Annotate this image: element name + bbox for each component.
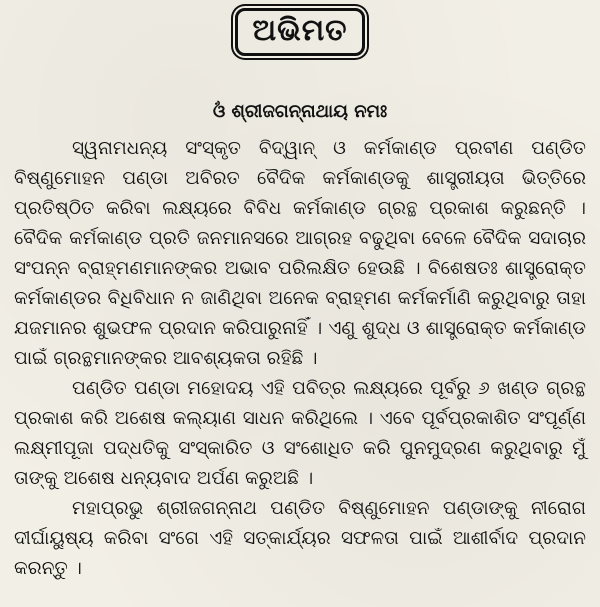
title-container bbox=[14, 8, 586, 56]
paragraph-3: ମହାପ୍ରଭୁ ଶ୍ରୀଜଗନ୍ନାଥ ପଣ୍ଡିତ ବିଷ୍ଣୁମୋହନ ପଣ୍ଡାଙ୍କୁ ନୀରୋଗ ଦୀର୍ଘାୟୁଷ୍ୟ କରିବା ସଂଗେ ଏହି ସତ୍କାର୍ଯ୍ୟର ସଫଳତା ପାଇଁ ଆଶୀର୍ବାଦ ପ୍ରଦାନ କରନ୍ତୁ । bbox=[14, 498, 586, 579]
paragraph-2: ପଣ୍ଡିତ ପଣ୍ଡା ମହୋଦୟ ଏହି ପବିତ୍ର ଲକ୍ଷ୍ୟରେ ପୂର୍ବରୁ ୬ ଖଣ୍ଡ ଗ୍ରନ୍ଥ ପ୍ରକାଶ କରି ଅଶେଷ କଲ୍ୟାଣ ସାଧନ କରିଥିଲେ । ଏବେ ପୂର୍ବପ୍ରକାଶିତ ସଂପୂର୍ଣ୍ଣ ଲକ୍ଷ୍ମୀପୂଜା ପଦ୍ଧତିକୁ ସଂସ୍କାରିତ ଓ ସଂଶୋଧିତ କରି ପୁନମୁଦ୍ରଣ କରୁଥିବାରୁ ମୁଁ ତାଙ୍କୁ ଅଶେଷ ଧନ୍ୟବାଦ ଅର୍ପଣ କରୁଅଛି । bbox=[14, 378, 586, 489]
invocation-line: ଓଁ ଶ୍ରୀଜଗନ୍ନାଥାୟ ନମଃ bbox=[212, 101, 388, 122]
page-title: ଅଭିମତ bbox=[235, 8, 364, 56]
paragraph-1: ସ୍ୱନାମଧନ୍ୟ ସଂସ୍କୃତ ବିଦ୍ୱାନ୍ ଓ କର୍ମକାଣ୍ଡ ପ୍ରବୀଣ ପଣ୍ଡିତ ବିଷ୍ଣୁମୋହନ ପଣ୍ଡା ଅବିରତ ବୈଦିକ କର୍ମକାଣ୍ଡକୁ ଶାସ୍ତ୍ରୀୟତା ଭିତ୍ତିରେ ପ୍ରତିଷ୍ଠିତ କରିବା ଲକ୍ଷ୍ୟରେ ବିବିଧ କର୍ମକାଣ୍ଡ ଗ୍ରନ୍ଥ ପ୍ରକାଶ କରୁଛନ୍ତି । ବୈଦିକ କର୍ମକାଣ୍ଡ ପ୍ରତି ଜନମାନସରେ ଆଗ୍ରହ ବଢୁଥିବା ବେଳେ ବୈଦିକ ସଦାଚାର ସଂପନ୍ନ ବ୍ରାହ୍ମଣମାନଙ୍କର ଅଭାବ ପରିଲକ୍ଷିତ ହେଉଛି । ବିଶେଷତଃ ଶାସ୍ତ୍ରୋକ୍ତ କର୍ମକାଣ୍ଡର ବିଧିବିଧାନ ନ ଜାଣିଥିବା ଅନେକ ବ୍ରାହ୍ମଣ କର୍ମକର୍ମାଣି କରୁଥିବାରୁ ତାହା ଯଜମାନର ଶୁଭଫଳ ପ୍ରଦାନ କରିପାରୁନାହିଁ । ଏଣୁ ଶୁଦ୍ଧ ଓ ଶାସ୍ତ୍ରୋକ୍ତ କର୍ମକାଣ୍ଡ ପାଇଁ ଗ୍ରନ୍ଥମାନଙ୍କର ଆବଶ୍ୟକତା ରହିଛି । bbox=[14, 138, 586, 369]
document-body bbox=[14, 134, 586, 584]
